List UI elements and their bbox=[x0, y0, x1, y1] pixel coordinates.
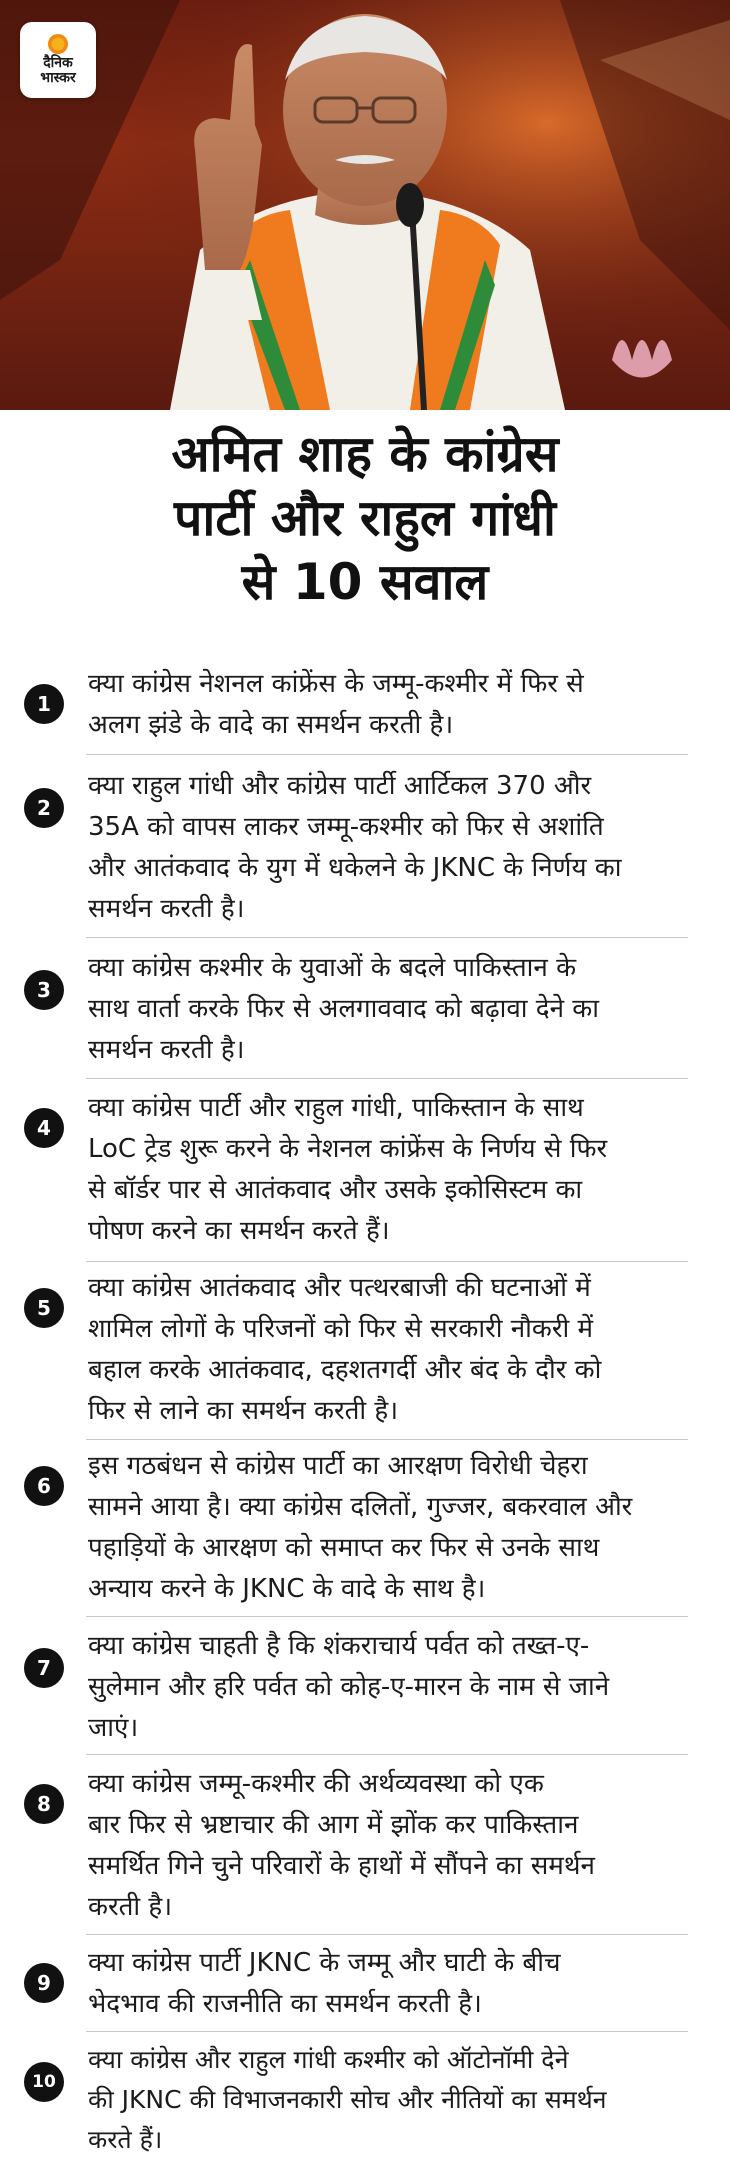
question-number-badge: 10 bbox=[24, 2062, 64, 2102]
divider bbox=[86, 1934, 688, 1935]
divider bbox=[86, 1754, 688, 1755]
question-number-badge: 5 bbox=[24, 1288, 64, 1328]
question-number-badge: 7 bbox=[24, 1648, 64, 1688]
speaker-illustration bbox=[0, 0, 730, 410]
question-number-badge: 1 bbox=[24, 684, 64, 724]
question-number-badge: 8 bbox=[24, 1784, 64, 1824]
question-line: शामिल लोगों के परिजनों को फिर से सरकारी नौकरी में bbox=[88, 1314, 594, 1344]
question-text bbox=[88, 664, 688, 746]
question-line: की JKNC की विभाजनकारी सोच और नीतियों का समर्थन bbox=[88, 2085, 607, 2114]
question-line: करती है। bbox=[88, 1892, 173, 1922]
question-line: इस गठबंधन से कांग्रेस पार्टी का आरक्षण विरोधी चेहरा bbox=[88, 1451, 588, 1481]
question-number-badge: 6 bbox=[24, 1466, 64, 1506]
title-line: पार्टी और राहुल गांधी bbox=[174, 489, 556, 547]
question-line: 35A को वापस लाकर जम्मू-कश्मीर को फिर से अशांति bbox=[88, 812, 604, 842]
question-text bbox=[88, 1446, 688, 1610]
question-line: फिर से लाने का समर्थन करती है। bbox=[88, 1396, 399, 1426]
question-text bbox=[88, 1268, 688, 1432]
question-line: साथ वार्ता करके फिर से अलगाववाद को बढ़ावा देने का bbox=[88, 994, 599, 1024]
question-line: अलग झंडे के वादे का समर्थन करती है। bbox=[88, 710, 454, 740]
question-line: जाएं। bbox=[88, 1713, 139, 1743]
divider bbox=[86, 1439, 688, 1440]
question-line: क्या कांग्रेस चाहती है कि शंकराचार्य पर्वत को तख्त-ए- bbox=[88, 1631, 590, 1661]
hero-photo bbox=[0, 0, 730, 410]
question-line: पोषण करने का समर्थन करते हैं। bbox=[88, 1216, 390, 1246]
question-line: सुलेमान और हरि पर्वत को कोह-ए-मारन के नाम से जाने bbox=[88, 1672, 610, 1702]
question-line: क्या कांग्रेस नेशनल कांफ्रेंस के जम्मू-कश्मीर में फिर से bbox=[88, 669, 584, 699]
title-line: अमित शाह के कांग्रेस bbox=[171, 425, 559, 483]
question-text bbox=[88, 1943, 688, 2025]
sun-icon bbox=[48, 34, 68, 54]
divider bbox=[86, 1616, 688, 1617]
question-line: क्या कांग्रेस पार्टी JKNC के जम्मू और घाटी के बीच bbox=[88, 1948, 561, 1978]
divider bbox=[86, 1078, 688, 1079]
question-text bbox=[88, 1626, 688, 1749]
question-text bbox=[88, 1764, 688, 1928]
question-number-badge: 3 bbox=[24, 970, 64, 1010]
question-line: समर्थन करती है। bbox=[88, 894, 245, 924]
question-line: पहाड़ियों के आरक्षण को समाप्त कर फिर से उनके साथ bbox=[88, 1533, 600, 1563]
divider bbox=[86, 937, 688, 938]
question-number-badge: 2 bbox=[24, 788, 64, 828]
question-line: क्या कांग्रेस जम्मू-कश्मीर की अर्थव्यवस्था को एक bbox=[88, 1769, 544, 1799]
title-line: से 10 सवाल bbox=[241, 553, 489, 611]
question-line: क्या कांग्रेस कश्मीर के युवाओं के बदले पाकिस्तान के bbox=[88, 953, 577, 983]
question-line: क्या कांग्रेस और राहुल गांधी कश्मीर को ऑटोनॉमी देने bbox=[88, 2045, 569, 2074]
question-line: क्या कांग्रेस पार्टी और राहुल गांधी, पाकिस्तान के साथ bbox=[88, 1093, 584, 1123]
question-line: करते हैं। bbox=[88, 2125, 163, 2154]
divider bbox=[86, 754, 688, 755]
question-line: LoC ट्रेड शुरू करने के नेशनल कांफ्रेंस के निर्णय से फिर bbox=[88, 1134, 608, 1164]
question-line: समर्थित गिने चुने परिवारों के हाथों में सौंपने का समर्थन bbox=[88, 1851, 595, 1881]
question-line: क्या राहुल गांधी और कांग्रेस पार्टी आर्टिकल 370 और bbox=[88, 771, 592, 801]
logo-line2: भास्कर bbox=[40, 70, 76, 86]
question-number-badge: 4 bbox=[24, 1108, 64, 1148]
question-line: बार फिर से भ्रष्टाचार की आग में झोंक कर पाकिस्तान bbox=[88, 1810, 579, 1840]
question-line: अन्याय करने के JKNC के वादे के साथ है। bbox=[88, 1574, 486, 1604]
dainik-bhaskar-logo bbox=[20, 22, 96, 98]
question-line: और आतंकवाद के युग में धकेलने के JKNC के निर्णय का bbox=[88, 853, 622, 883]
logo-line1: दैनिक bbox=[43, 55, 73, 71]
question-line: क्या कांग्रेस आतंकवाद और पत्थरबाजी की घटनाओं में bbox=[88, 1273, 591, 1303]
question-text bbox=[88, 2040, 688, 2160]
question-line: भेदभाव की राजनीति का समर्थन करती है। bbox=[88, 1989, 482, 2019]
question-line: सामने आया है। क्या कांग्रेस दलितों, गुज्जर, बकरवाल और bbox=[88, 1492, 633, 1522]
divider bbox=[86, 2031, 688, 2032]
question-number-badge: 9 bbox=[24, 1963, 64, 2003]
question-text bbox=[88, 766, 688, 930]
question-line: बहाल करके आतंकवाद, दहशतगर्दी और बंद के दौर को bbox=[88, 1355, 602, 1385]
question-line: से बॉर्डर पार से आतंकवाद और उसके इकोसिस्टम का bbox=[88, 1175, 583, 1205]
divider bbox=[86, 1261, 688, 1262]
question-line: समर्थन करती है। bbox=[88, 1035, 245, 1065]
question-text bbox=[88, 1088, 688, 1252]
page-title bbox=[0, 422, 730, 614]
question-text bbox=[88, 948, 688, 1071]
